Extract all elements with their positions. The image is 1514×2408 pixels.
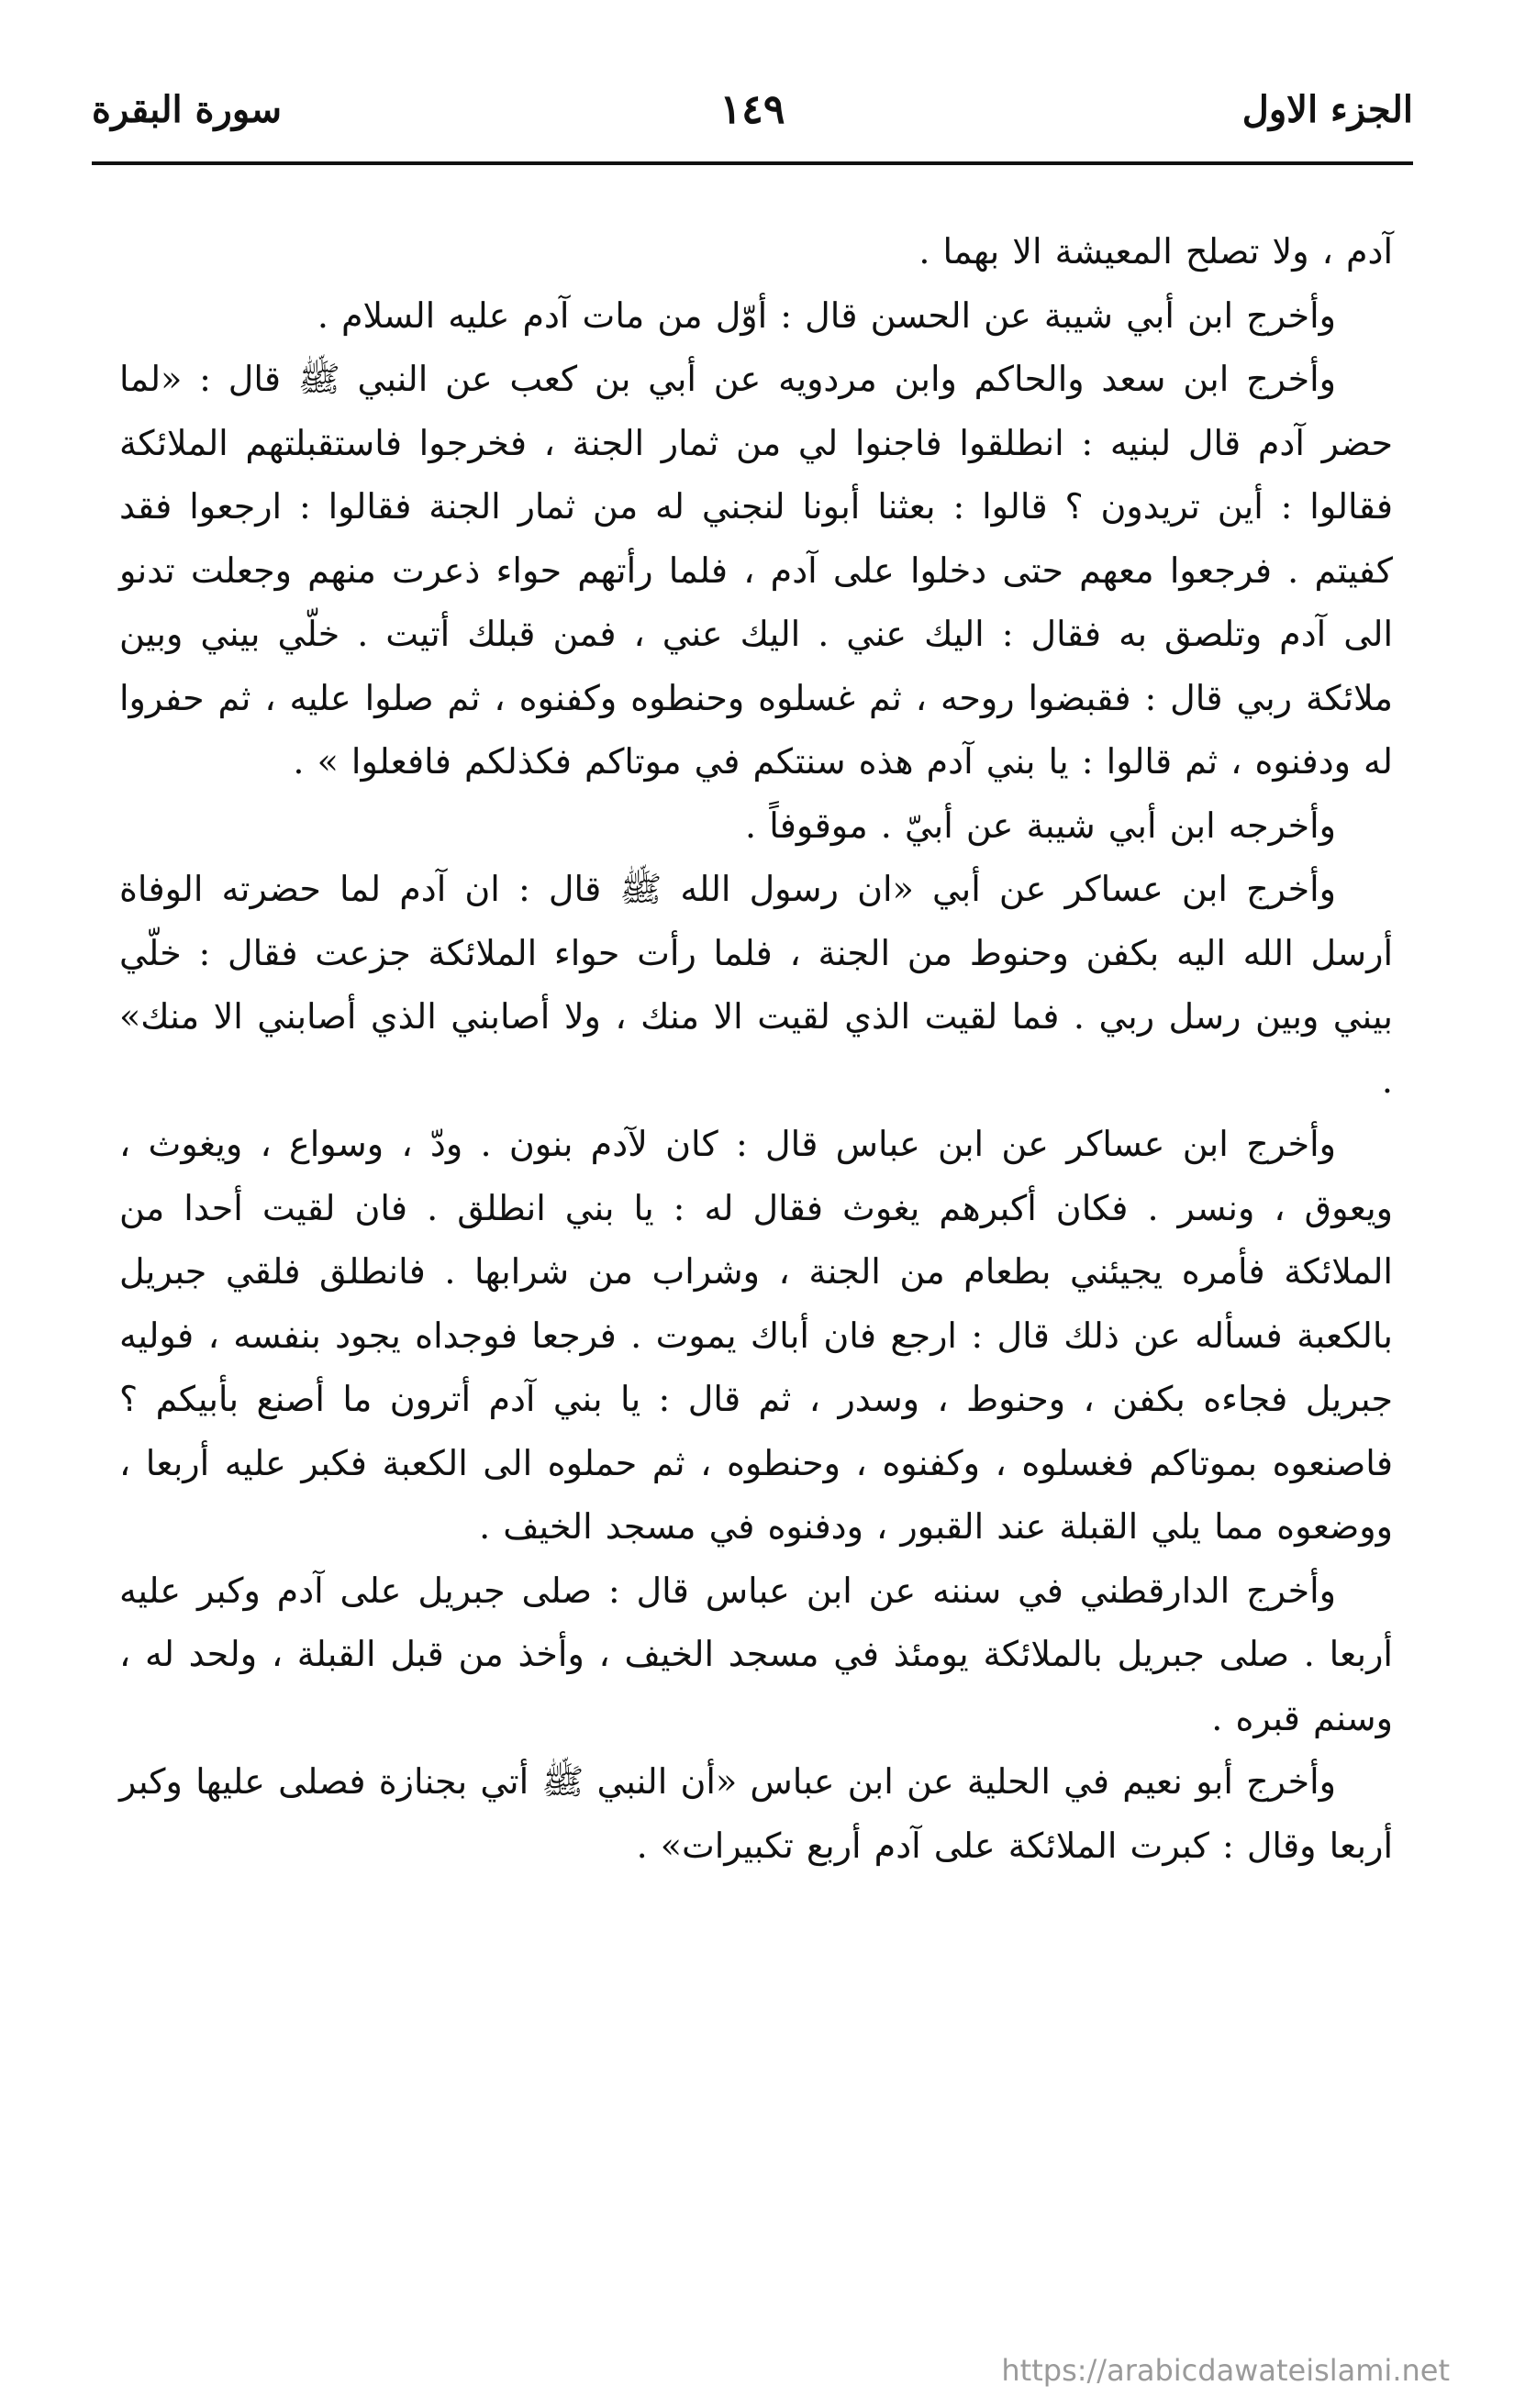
- paragraph: وأخرج ابن عساكر عن أبي «ان رسول الله ﷺ قال : ان آدم لما حضرته الوفاة أرسل الله اليه بكفن وحنوط من الجنة ، فلما رأت حواء الملائكة جزعت فقال : خلّي بيني وبين رسل ربي . فما لقيت الذي لقيت الا منك ، ولا أصابني الذي أصابني الا منك» .: [119, 869, 1393, 1101]
- paragraph: وأخرج الدارقطني في سننه عن ابن عباس قال : صلى جبريل على آدم وكبر عليه أربعا . صلى جبريل بالملائكة يومئذ في مسجد الخيف ، وأخذ من قبل القبلة ، ولحد له ، وسنم قبره .: [119, 1570, 1393, 1738]
- volume-title: الجزء الاول: [1241, 88, 1413, 131]
- page-header: [92, 78, 1413, 142]
- paragraph: آدم ، ولا تصلح المعيشة الا بهما .: [918, 231, 1393, 272]
- main-text: [119, 220, 1393, 1878]
- paragraph: وأخرجه ابن أبي شيبة عن أبيّ . موقوفاً .: [745, 805, 1336, 846]
- surah-title: سورة البقرة: [92, 88, 283, 131]
- paragraph: وأخرج ابن أبي شيبة عن الحسن قال : أوّل من مات آدم عليه السلام .: [317, 294, 1336, 336]
- paragraph: وأخرج ابن سعد والحاكم وابن مردويه عن أبي بن كعب عن النبي ﷺ قال : «لما حضر آدم قال لبنيه : انطلقوا فاجنوا لي من ثمار الجنة ، فخرجوا فاستقبلتهم الملائكة فقالوا : أين تريدون ؟ قالوا : بعثنا أبونا لنجني له من ثمار الجنة فقالوا : ارجعوا فقد كفيتم . فرجعوا معهم حتى دخلوا على آدم ، فلما رأتهم حواء ذعرت منهم وجعلت تدنو الى آدم وتلصق به فقال : اليك عني . اليك عني ، فمن قبلك أتيت . خلّي بيني وبين ملائكة ربي قال : فقبضوا روحه ، ثم غسلوه وحنطوه وكفنوه ، ثم صلوا عليه ، ثم حفروا له ودفنوه ، ثم قالوا : يا بني آدم هذه سنتكم في موتاكم فكذلكم فافعلوا » .: [119, 359, 1393, 782]
- paragraph: وأخرج ابن عساكر عن ابن عباس قال : كان لآدم بنون . ودّ ، وسواع ، ويغوث ، ويعوق ، ونسر . فكان أكبرهم يغوث فقال له : يا بني انطلق . فان لقيت أحدا من الملائكة فأمره يجيئني بطعام من الجنة ، وشراب من شرابها . فانطلق فلقي جبريل بالكعبة فسأله عن ذلك قال : ارجع فان أباك يموت . فرجعا فوجداه يجود بنفسه ، فوليه جبريل فجاءه بكفن ، وحنوط ، وسدر ، ثم قال : يا بني آدم أترون ما أصنع بأبيكم ؟ فاصنعوه بموتاكم فغسلوه ، وكفنوه ، وحنطوه ، ثم حملوه الى الكعبة فكبر عليه أربعا ، ووضعوه مما يلي القبلة عند القبور ، ودفنوه في مسجد الخيف .: [119, 1124, 1393, 1547]
- paragraph: وأخرج أبو نعيم في الحلية عن ابن عباس «أن النبي ﷺ أتي بجنازة فصلى عليها وكبر أربعا وقال : كبرت الملائكة على آدم أربع تكبيرات» .: [119, 1761, 1393, 1866]
- watermark-url: https://arabicdawateislami.net: [1001, 2353, 1450, 2388]
- header-rule: [92, 161, 1413, 165]
- page-number: ١٤٩: [719, 86, 785, 133]
